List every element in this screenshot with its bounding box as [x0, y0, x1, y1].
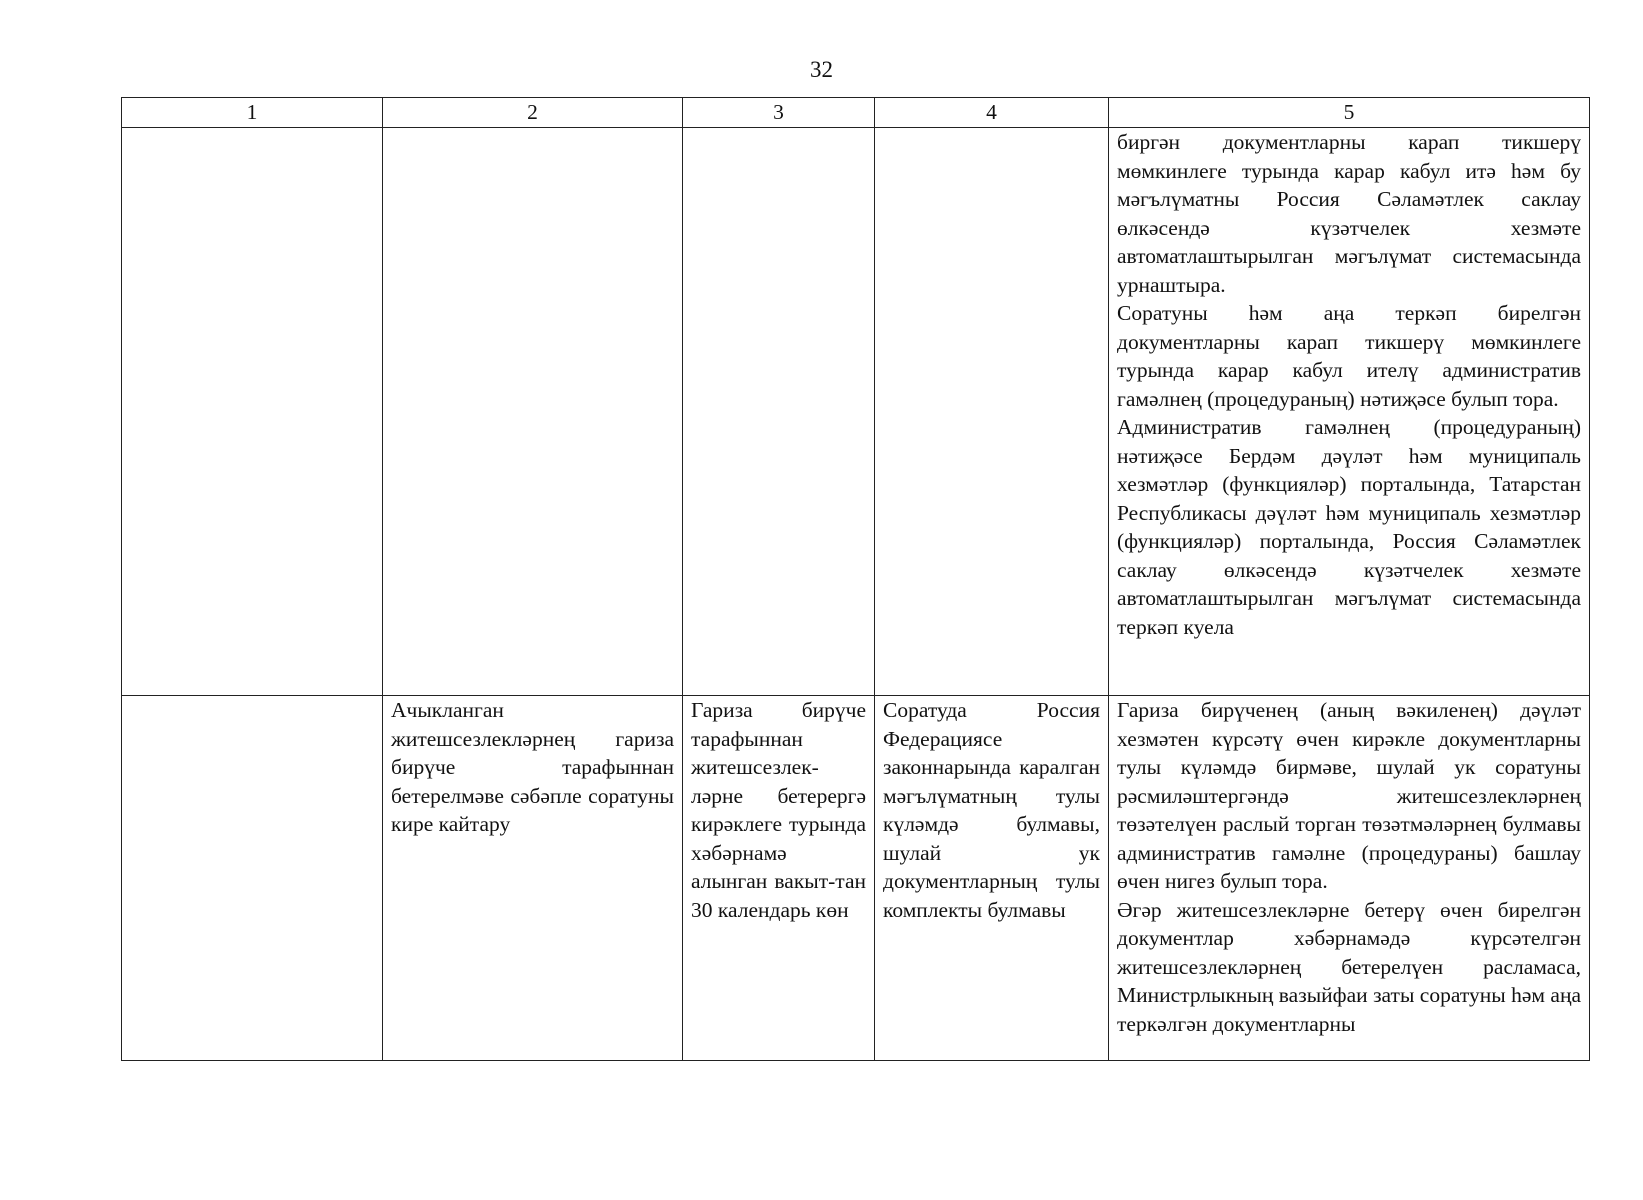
page-number: 32 — [810, 57, 833, 82]
row2-col2-cell: Ачыкланган житешсезлекләрнең гариза бирүче тарафыннан бетерелмәве сәбәпле соратуны кире кайтару — [383, 696, 683, 1061]
row2-col1-cell — [122, 696, 383, 1061]
header-cell-5: 5 — [1109, 98, 1590, 128]
row1-col1-cell — [122, 128, 383, 696]
row2-col5-paragraph: Гариза бирүченең (аның вәкиленең) дәүләт хезмәтен күрсәтү өчен кирәкле документларны тулы күләмдә бирмәве, шулай ук соратуны рәсмиләштергәндә житешсезлекләрнең төзәтелүен раслый торган төзәтмәләрнең булмавы административ гамәлне (процедураны) башлау өчен нигез булып тора. — [1117, 698, 1581, 893]
row1-col5-paragraph: Административ гамәлнең (процедураның) нәтиҗәсе Бердәм дәүләт һәм муниципаль хезмәтләр (функцияләр) порталында, Татарстан Республикасы дәүләт һәм муниципаль хезмәтләр (функцияләр) порталында, Россия Сәламәтлек саклау өлкәсендә күзәтчелек хезмәте автоматлаштырылган мәгълүмат системасында теркәп куела — [1117, 415, 1581, 639]
header-cell-1: 1 — [122, 98, 383, 128]
row2-col5-cell — [1109, 696, 1590, 1061]
header-cell-2: 2 — [383, 98, 683, 128]
row2-col3-cell: Гариза бирүче тарафыннан житешсезлек-ләрне бетерергә кирәклеге турында хәбәрнамә алынган вакыт-тан 30 календарь көн — [683, 696, 875, 1061]
row1-col4-cell — [875, 128, 1109, 696]
header-cell-4: 4 — [875, 98, 1109, 128]
row2-col4-cell: Соратуда Россия Федерациясе законнарында каралган мәгълүматның тулы күләмдә булмавы, шулай ук документларның тулы комплекты булмавы — [875, 696, 1109, 1061]
row1-col3-cell — [683, 128, 875, 696]
row1-col5-cell — [1109, 128, 1590, 696]
row1-col2-cell — [383, 128, 683, 696]
row2-col5-paragraph: Әгәр житешсезлекләрне бетерү өчен бирелгән документлар хәбәрнамәдә күрсәтелгән житешсезлекләрнең бетерелүен расламаса, Министрлыкның вазыйфаи заты соратуны һәм аңа теркәлгән документларны — [1117, 897, 1581, 1036]
row1-col5-paragraph: Соратуны һәм аңа теркәп бирелгән документларны карап тикшерү мөмкинлеге турында карар кабул ителү административ гамәлнең (процедураның) нәтиҗәсе булып тора. — [1117, 301, 1581, 411]
procedure-table — [121, 97, 1590, 1061]
header-cell-3: 3 — [683, 98, 875, 128]
row1-col5-paragraph: биргән документларны карап тикшерү мөмкинлеге турында карар кабул итә һәм бу мәгълүматны Россия Сәламәтлек саклау өлкәсендә күзәтчелек хезмәте автоматлаштырылган мәгълүмат системасында урнаштыра. — [1117, 130, 1581, 297]
table-row — [122, 128, 1590, 696]
table-header-row — [122, 98, 1590, 128]
table-row — [122, 696, 1590, 1061]
